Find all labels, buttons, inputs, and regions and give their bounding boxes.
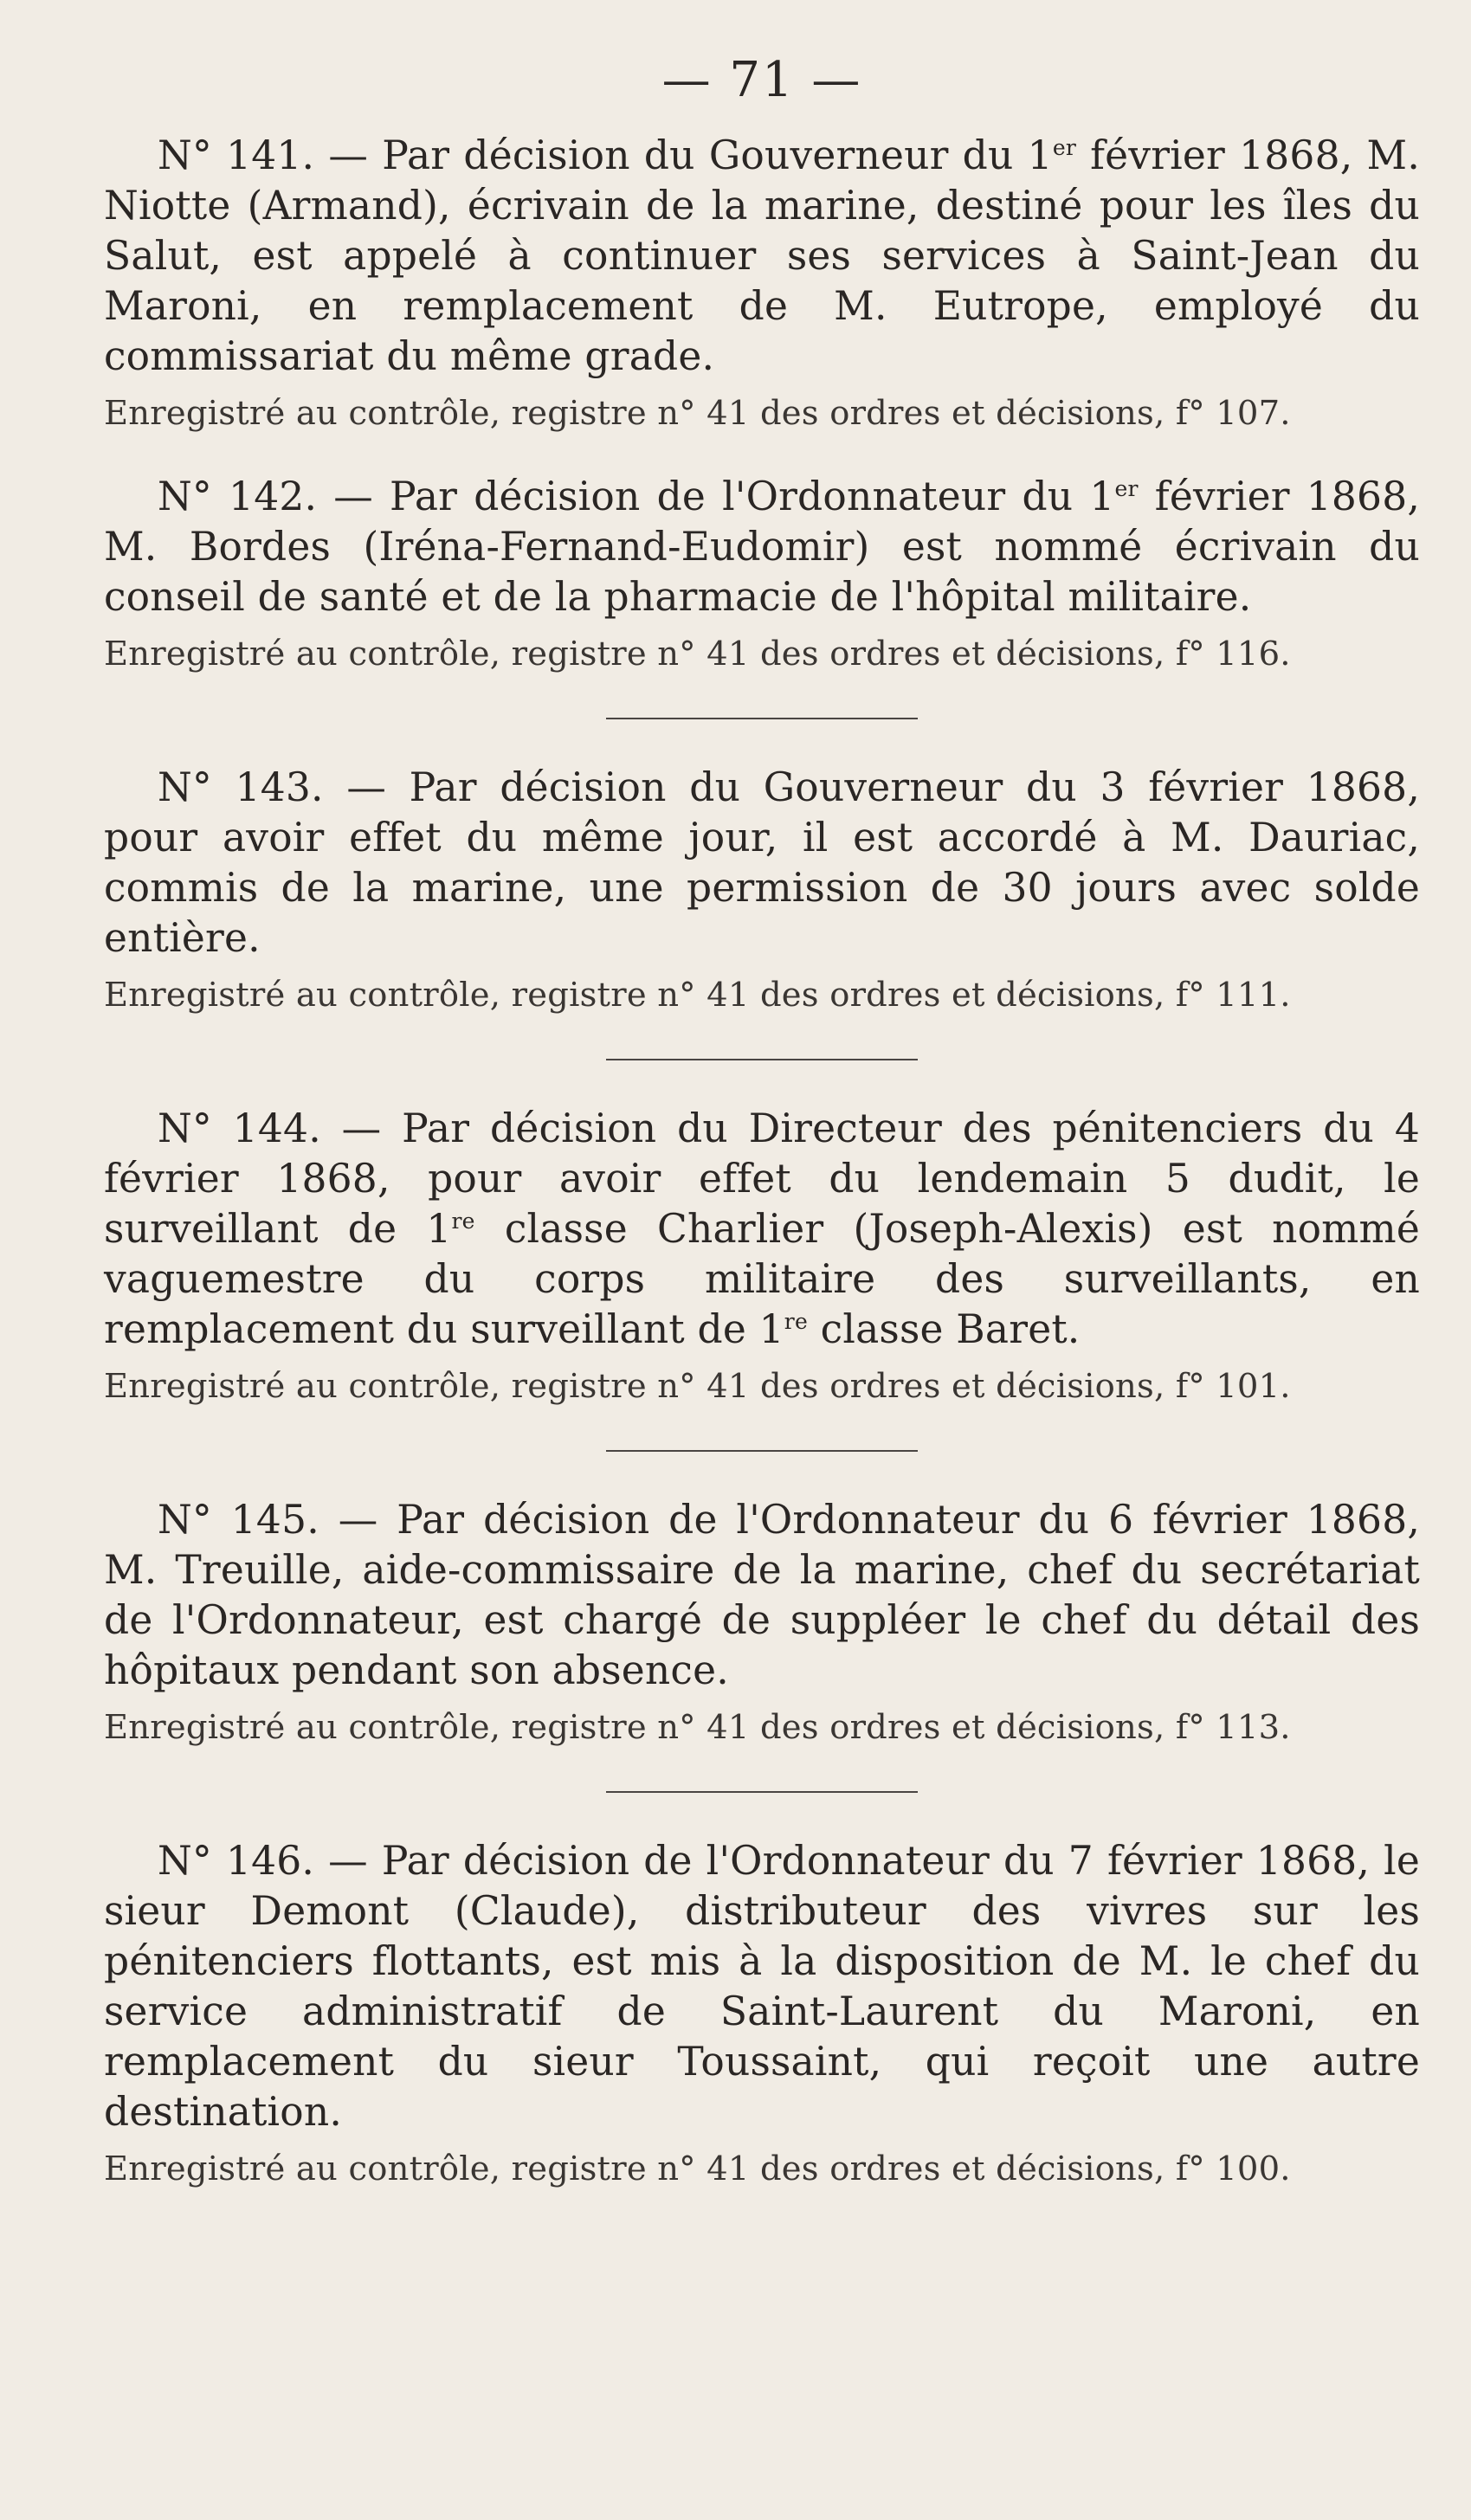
entry-text-before: — Par décision du Directeur des pénitenciers du 4 février 1868, pour avoir effet du lendemain 5 dudit, le surveillant de 1 <box>104 1105 1420 1252</box>
entry-146 <box>104 1836 1420 2189</box>
separator-line <box>606 1059 918 1060</box>
registration-note: Enregistré au contrôle, registre n° 41 des ordres et décisions, f° 107. <box>104 394 1291 433</box>
entry-text <box>104 1104 1420 1355</box>
registration-note: Enregistré au contrôle, registre n° 41 des ordres et décisions, f° 101. <box>104 1367 1291 1406</box>
entry-text-before: — Par décision de l'Ordonnateur du 6 février 1868, M. Treuille, aide-commissaire de la marine, chef du secrétariat de l'Ordonnateur, est chargé de suppléer le chef du détail des hôpitaux pendant son absence. <box>104 1497 1421 1693</box>
entry-142 <box>104 472 1420 674</box>
registration-note: Enregistré au contrôle, registre n° 41 des ordres et décisions, f° 113. <box>104 1708 1291 1747</box>
entry-text-after: février 1868, M. Niotte (Armand), écrivain de la marine, destiné pour les îles du Salut, est appelé à continuer ses services à Saint-Jean du Maroni, en remplacement de M. Eutrope, employé du commissariat du même grade. <box>104 132 1420 379</box>
entry-text-before: — Par décision de l'Ordonnateur du 1 <box>317 474 1115 519</box>
entry-text-before: — Par décision du Gouverneur du 3 février 1868, pour avoir effet du même jour, il est accordé à M. Dauriac, commis de la marine, une permission de 30 jours avec solde entière. <box>104 764 1420 961</box>
separator-line <box>606 1450 918 1452</box>
entry-145 <box>104 1495 1420 1748</box>
entry-superscript: er <box>1052 134 1076 160</box>
entry-text-before: — Par décision de l'Ordonnateur du 7 février 1868, le sieur Demont (Claude), distributeur des vivres sur les pénitenciers flottants, est mis à la disposition de M. le chef du service administratif de Saint-Laurent du Maroni, en remplacement du sieur Toussaint, qui reçoit une autre destination. <box>104 1838 1420 2135</box>
document-page <box>104 52 1420 2189</box>
entry-number: N° 145. <box>158 1497 319 1543</box>
page-number: — 71 — <box>661 52 862 108</box>
separator-line <box>606 1791 918 1793</box>
entry-number: N° 144. <box>158 1105 321 1151</box>
entry-text <box>104 472 1420 622</box>
entry-text-after: février 1868, M. Bordes (Iréna-Fernand-Eudomir) est nommé écrivain du conseil de santé et de la pharmacie de l'hôpital militaire. <box>104 474 1421 620</box>
entry-number: N° 143. <box>158 764 324 810</box>
entry-text-after: classe Baret. <box>807 1306 1081 1352</box>
entry-number: N° 142. <box>158 474 318 519</box>
spacer <box>104 434 1420 472</box>
entry-number: N° 141. <box>158 132 315 178</box>
entry-text-before: — Par décision du Gouverneur du 1 <box>314 132 1053 178</box>
entry-text <box>104 1495 1420 1696</box>
entry-number: N° 146. <box>158 1838 315 1884</box>
entry-text <box>104 763 1420 964</box>
registration-note: Enregistré au contrôle, registre n° 41 des ordres et décisions, f° 100. <box>104 2149 1291 2188</box>
entry-superscript: re <box>784 1308 808 1334</box>
entry-text-after: classe Charlier (Joseph-Alexis) est nommé vaguemestre du corps militaire des surveillants, en remplacement du surveillant de 1 <box>104 1206 1420 1352</box>
entry-text <box>104 131 1420 382</box>
entry-143 <box>104 763 1420 1015</box>
separator-line <box>606 718 918 719</box>
registration-note: Enregistré au contrôle, registre n° 41 des ordres et décisions, f° 116. <box>104 635 1291 674</box>
entry-superscript: er <box>1114 475 1139 501</box>
entry-superscript: re <box>451 1208 475 1234</box>
entry-text <box>104 1836 1420 2137</box>
entry-141 <box>104 131 1420 434</box>
registration-note: Enregistré au contrôle, registre n° 41 des ordres et décisions, f° 111. <box>104 976 1291 1015</box>
entry-144 <box>104 1104 1420 1407</box>
